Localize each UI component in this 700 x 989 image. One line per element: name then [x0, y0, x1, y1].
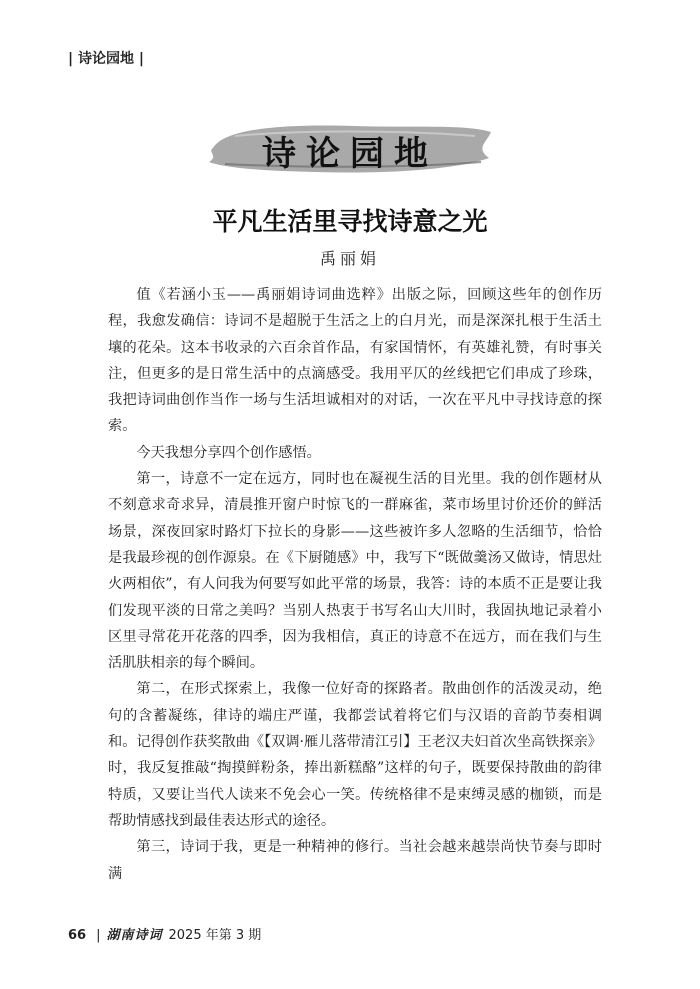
article-author: 禹丽娟 [319, 249, 380, 268]
section-banner [205, 118, 495, 180]
paragraph: 今天我想分享四个创作感悟。 [136, 444, 321, 461]
page-number: 66 [68, 928, 87, 943]
article-title: 平凡生活里寻找诗意之光 [212, 207, 488, 236]
paragraph: 第一，诗意不一定在远方，同时也在凝视生活的目光里。我的创作题材从不刻意求奇求异，清晨推开窗户时惊飞的一群麻雀，菜市场里讨价还价的鲜活场景，深夜回家时路灯下拉长的身影——这些被许多人忽略的生活细节，恰恰是我最珍视的创作源泉。在《下厨随感》中，我写下“既做羹汤又做诗，情思灶火两相依”，有人问我为何要写如此平常的场景，我答：诗的本质不正是要让我们发现平淡的日常之美吗？当别人热衷于书写名山大川时，我固执地记录着小区里寻常花开花落的四季，因为我相信，真正的诗意不在远方，而在我们与生活肌肤相亲的每个瞬间。 [108, 471, 602, 672]
issue-label: 2025 年第 3 期 [168, 928, 262, 943]
magazine-name: 湖南诗词 [106, 928, 163, 943]
article-body [108, 282, 602, 887]
paragraph: 值《若涵小玉——禹丽娟诗词曲选粹》出版之际，回顾这些年的创作历程，我愈发确信：诗词不是超脱于生活之上的白月光，而是深深扎根于生活土壤的花朵。这本书收录的六百余首作品，有家国情怀，有英雄礼赞，有时事关注，但更多的是日常生活中的点滴感受。我用平仄的丝线把它们串成了珍珠，我把诗词曲创作当作一场与生活坦诚相对的对话，一次在平凡中寻找诗意的探索。 [108, 287, 602, 435]
paragraph: 第二，在形式探索上，我像一位好奇的探路者。散曲创作的活泼灵动，绝句的含蓄凝练，律诗的端庄严谨，我都尝试着将它们与汉语的音韵节奏相调和。记得创作获奖散曲《【双调·雁儿落带清江引】王老汉夫妇首次坐高铁探亲》时，我反复推敲“掏摸鲜粉条，捧出新糕酪”这样的句子，既要保持散曲的韵律特质，又要让当代人读来不免会心一笑。传统格律不是束缚灵感的枷锁，而是帮助情感找到最佳表达形式的途径。 [108, 681, 602, 829]
banner-title: 诗论园地 [262, 134, 438, 174]
page-footer [68, 924, 261, 943]
paragraph: 第三，诗词于我，更是一种精神的修行。当社会越来越崇尚快节奏与即时满 [108, 839, 602, 882]
section-tag: | 诗论园地 | [68, 51, 144, 67]
footer-separator: | [96, 928, 101, 943]
